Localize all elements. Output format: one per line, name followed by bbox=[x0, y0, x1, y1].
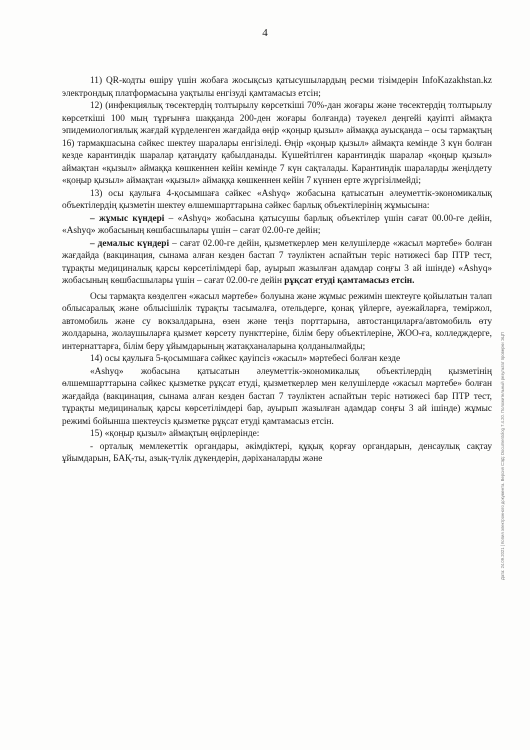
paragraph-15: 15) «қоңыр қызыл» аймақтың өңірлерінде: bbox=[90, 429, 260, 439]
working-days-text: – «Ashyq» жобасына қатысушы барлық объектілер үшін сағат 00.00-ге дейін, «Ashyq» жобасының көшбасшылары үшін – сағат 02.00-ге дейін; bbox=[62, 213, 492, 236]
paragraph-weekend-days bbox=[62, 238, 492, 288]
paragraph-11: 11) QR-кодты өшіру үшін жобаға жосықсыз қатысушылардың ресми тізімдерін InfoKazakhstan.kz электрондық платформасына уақтылы енгізуді қамтамасыз етсін; bbox=[62, 76, 492, 99]
paragraph-working-days bbox=[62, 213, 492, 238]
weekend-days-text: – сағат 02.00-ге дейін, қызметкерлер мен келушілерде «жасыл мәртебе» болған жағдайда (вакцинация, сынама алған кезден бастап 7 тәуліктен аспайтын теріс нәтижесі бар ПТР тест, тұрақты медициналық қарсы көрсетілімдері бар, ауырып жазылған адамдар соңғы 3 ай ішінде) «Ashyq» жобасының көшбасшылары үшін – сағат 02.00-ге дейін bbox=[62, 238, 492, 286]
esign-side-note: Дата: 24.09.2021 | Копия электронного документа. Версия СЭД: Documentolog 7.4.20. Положительный результат проверки ЭЦП bbox=[500, 332, 505, 580]
paragraph-13: 13) осы қаулыға 4-қосымшаға сәйкес «Ashyq» жобасына қатысатын әлеуметтік-экономикалық объектілердің қызметін шектеу өлшемшарттарына сәйкес барлық объектілерінің жұмысына: bbox=[62, 188, 492, 211]
document-body bbox=[62, 72, 492, 466]
paragraph-14: 14) осы қаулыға 5-қосымшаға сәйкес қауіпсіз «жасыл» мәртебесі болған кезде bbox=[90, 354, 401, 364]
paragraph-14-continued: «Ashyq» жобасына қатысатын әлеуметтік-экономикалық объектілердің қызметінің өлшемшарттарына сәйкес қызметке рұқсат етуді, қызметкерлер мен келушілерде «жасыл мәртебе» болған жағдайда (вакцинация, сынама алған кезден бастап 7 тәуліктен аспайтын теріс нәтижесі бар ПТР тест, тұрақты медициналық қарсы көрсетілімдері бар, ауырып жазылған адамдар соңғы 3 ай ішінде) жұмыс режимі бойынша шектеусіз қызметке рұқсат етуді қамтамасыз етсін. bbox=[62, 366, 492, 427]
paragraph-12: 12) (инфекциялық төсектердің толтырылу көрсеткіші 70%-дан жоғары және төсектердің толтырылу көрсеткіші 100 мың тұрғынға шаққанда 200-ден жоғары болғанда) тәуекел деңгейі қауіпті аймақта эпидемиологиялық жағдай күрделенген жағдайда өңір «қоңыр қызыл» аймаққа ауысқанда – осы тармақтың 16) тармақшасына сәйкес шектеу шаралары енгізіледі. Өңір «қоңыр қызыл» аймақта кемінде 3 күн болған кезде карантиндік шаралар қатаңдату қабылданады. Күшейтілген карантиндік шаралар «қоңыр қызыл» аймақтан «қызыл» аймаққа көшкеннен кейін кемінде 7 күн сақталады. Карантиндік шараларды жеңілдету «қоңыр қызыл» аймақтан «қызыл» аймаққа көшкеннен кейін 7 күннен ерте жүргізілмейді; bbox=[62, 101, 492, 186]
paragraph-15-item: - орталық мемлекеттік органдары, әкімдіктері, құқық қорғау органдарын, денсаулық сақтау ұйымдарын, БАҚ-ты, азық-түлік дүкендерін, дәріханаларды және bbox=[62, 441, 492, 464]
weekend-days-label: – демалыс күндері bbox=[90, 238, 170, 249]
weekend-days-ending: рұқсат етуді қамтамасыз етсін. bbox=[284, 276, 415, 286]
paragraph-green-status-exemptions: Осы тармақта көзделген «жасыл мәртебе» болуына және жұмыс режимін шектеуге қойылатын талап облысаралық және облысішілік тұрақты тасымалға, отельдерге, қонақ үйлерге, әуежайларға, теміржол, автомобиль және су вокзалдарына, өзен және теңіз порттарына, автостанциларға/автомобиль өту жолдарына, жолаушыларға қызмет көрсету пункттеріне, білім беру объектілеріне, ЖОО-ға, колледждерге, интернаттарға, білім беру ұйымдарының жатақханаларына қолданылмайды; bbox=[62, 291, 492, 352]
working-days-label: – жұмыс күндері bbox=[90, 213, 165, 224]
page-number: 4 bbox=[262, 27, 268, 39]
